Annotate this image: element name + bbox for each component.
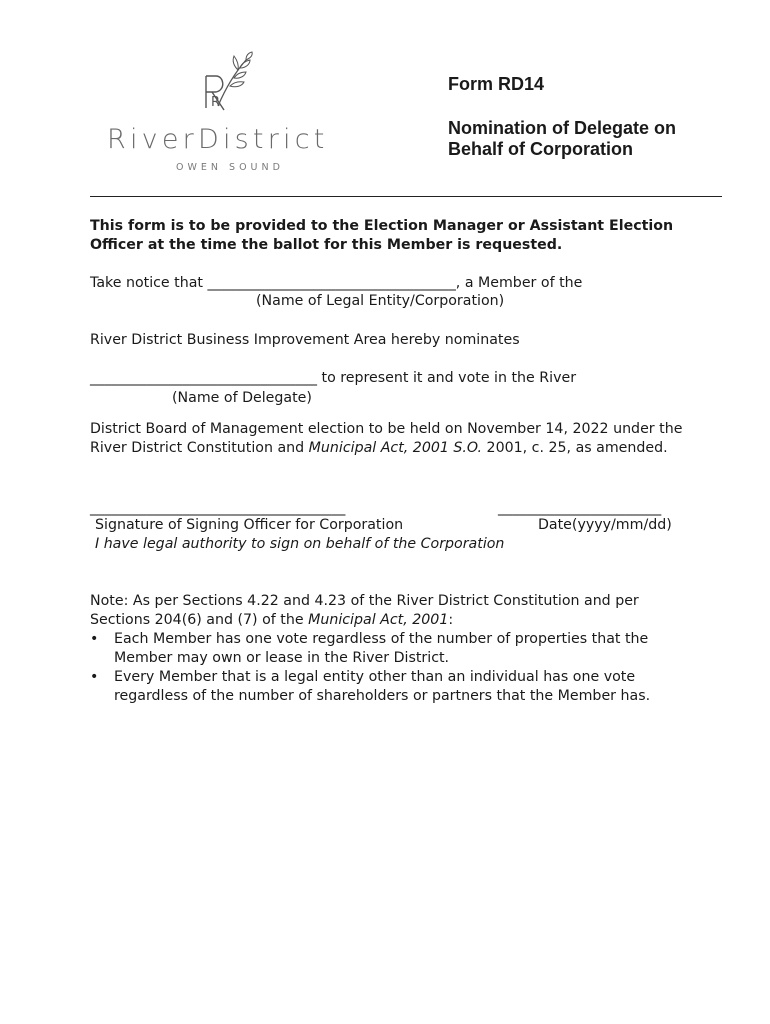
note-line-2 [90,612,453,628]
form-title-line-2: Behalf of Corporation [448,139,633,159]
bullet-2-line-2: regardless of the number of shareholders or partners that the Member has. [114,688,651,704]
nominates-line: River District Business Improvement Area hereby nominates [90,332,520,348]
header-divider [90,196,722,197]
entity-name-field[interactable]: ___________________________________ [207,275,456,291]
bullet-2-line-1: • Every Member that is a legal entity other than an individual has one vote [114,669,636,685]
date-label: Date(yyyy/mm/dd) [538,517,672,533]
bullet-1-line-1: • Each Member has one vote regardless of the number of properties that the [114,631,649,647]
leaf-monogram-icon [100,48,360,118]
note-line-2-start: Sections 204(6) and (7) of the [90,612,309,628]
delegate-line [90,370,576,386]
election-line-2-start: River District Constitution and [90,440,309,456]
logo-wordmark: RiverDistrict [107,124,329,155]
note-line-1: Note: As per Sections 4.22 and 4.23 of the River District Constitution and per [90,593,639,609]
note-bullets [90,630,650,706]
bullet-1-line-2: Member may own or lease in the River District. [114,650,450,666]
represent-text: to represent it and vote in the River [321,370,577,386]
list-item [90,630,650,668]
form-title-line-1: Nomination of Delegate on [448,118,677,138]
election-line-2 [90,440,668,456]
date-field[interactable]: _______________________ [498,500,662,516]
intro-line-2: Officer at the time the ballot for this Member is requested. [90,237,563,253]
logo-subtitle: OWEN SOUND [176,162,284,173]
election-line-1: District Board of Management election to be held on November 14, 2022 under the [90,421,683,437]
notice-line [90,275,582,291]
intro-line-1: This form is to be provided to the Election Manager or Assistant Election [90,218,674,234]
signature-label: Signature of Signing Officer for Corporation [95,517,404,533]
logo-monogram: R [211,95,221,110]
form-id: Form RD14 [448,74,545,94]
note-line-2-end: : [448,612,454,628]
election-line-2-end: 2001, c. 25, as amended. [482,440,668,456]
delegate-caption: (Name of Delegate) [172,390,312,406]
signature-field[interactable]: ____________________________________ [90,500,346,516]
river-district-logo [100,48,360,178]
note-act: Municipal Act, 2001 [308,612,449,628]
act-citation: Municipal Act, 2001 S.O. [308,440,483,456]
notice-prefix: Take notice that [90,275,203,291]
notice-suffix: , a Member of the [455,275,583,291]
entity-caption: (Name of Legal Entity/Corporation) [256,293,505,309]
form-title [448,118,748,160]
list-item [90,668,650,706]
authority-statement: I have legal authority to sign on behalf of the Corporation [95,536,505,552]
intro-instructions [90,217,673,255]
delegate-name-field[interactable]: ________________________________ [90,370,317,386]
